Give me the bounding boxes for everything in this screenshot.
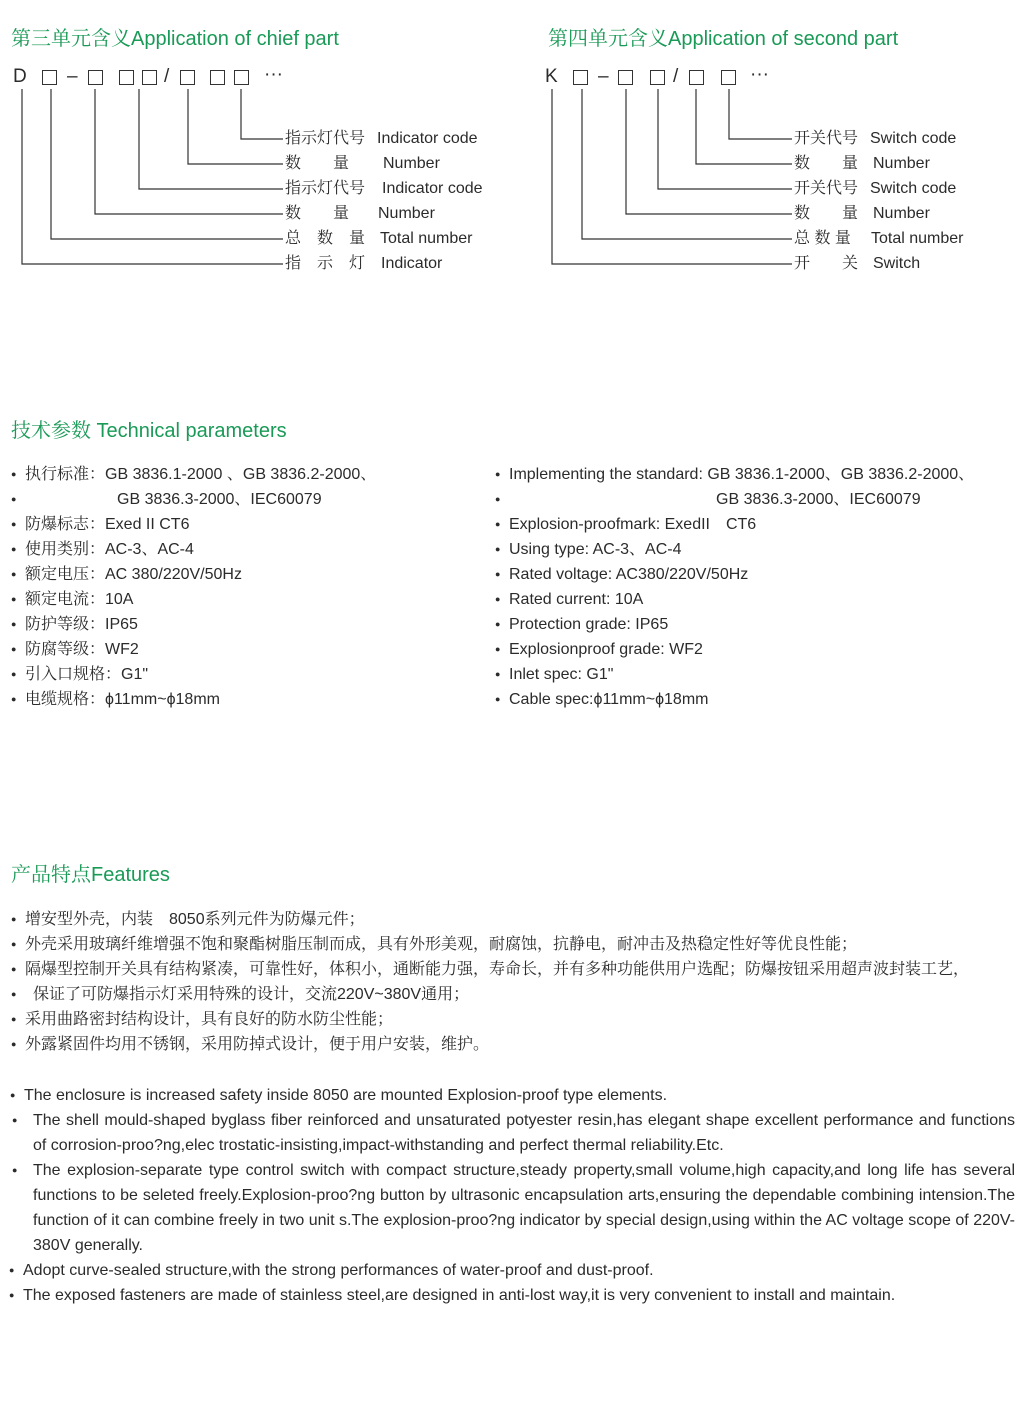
unit4-code-box [689, 70, 704, 85]
tech-en-list [509, 462, 974, 712]
unit3-code-prefix: D [13, 66, 27, 87]
tech-en-item: ● Explosion-proofmark: ExedII CT6 [509, 512, 974, 537]
features-en-item: ● The shell mould-shaped byglass fiber reinforced and unsaturated potyester resin,has elegant shape excellent performance and functions of corrosion-proo?ng,elec trostatic-insisting,impact-withstanding and perfect thermal reliability.Etc. [33, 1108, 1015, 1158]
tech-cn-item: ● 执行标准：GB 3836.1-2000 、GB 3836.2-2000、 [25, 462, 376, 487]
bullet-icon: ● [12, 1165, 18, 1175]
tech-cn-item: ● 防护等级：IP65 [25, 612, 376, 637]
tech-cn-item: ● 防腐等级：WF2 [25, 637, 376, 662]
tech-en-item: ● Rated current: 10A [509, 587, 974, 612]
features-cn-item-continuation: ● 保证了可防爆指示灯采用特殊的设计，交流220V~380V通用； [25, 982, 969, 1007]
features-cn-list [25, 907, 969, 1057]
tech-en-item: ● Cable spec:ϕ11mm~ϕ18mm [509, 687, 974, 712]
unit4-code-ellipsis: ··· [750, 64, 769, 85]
features-heading: 产品特点Features [11, 864, 170, 886]
features-en-item: ● The enclosure is increased safety inside 8050 are mounted Explosion-proof type elements. [24, 1083, 667, 1108]
tech-cn-item: ● 电缆规格：ϕ11mm~ϕ18mm [25, 687, 376, 712]
tech-en-item: ● Protection grade: IP65 [509, 612, 974, 637]
unit4-code-box [721, 70, 736, 85]
features-cn-item: ● 隔爆型控制开关具有结构紧凑，可靠性好，体积小，通断能力强，寿命长，并有多种功能供用户选配；防爆按钮采用超声波封装工艺， [25, 957, 969, 982]
tech-en-item: ● Rated voltage: AC380/220V/50Hz [509, 562, 974, 587]
tech-cn-list [25, 462, 376, 712]
features-en-list-b [23, 1258, 895, 1308]
unit4-code-dash: – [598, 66, 609, 87]
tech-en-item: ● Implementing the standard: GB 3836.1-2000、GB 3836.2-2000、 [509, 462, 974, 487]
unit3-heading: 第三单元含义Application of chief part [11, 28, 339, 50]
tech-cn-item: ● 引入口规格：G1" [25, 662, 376, 687]
unit3-code-ellipsis: ··· [264, 64, 283, 85]
tech-cn-item: ● 额定电流：10A [25, 587, 376, 612]
features-cn-item: ● 外壳采用玻璃纤维增强不饱和聚酯树脂压制而成，具有外形美观，耐腐蚀，抗静电，耐冲击及热稳定性好等优良性能； [25, 932, 969, 957]
tech-en-item: ● Explosionproof grade: WF2 [509, 637, 974, 662]
unit4-code-prefix: K [545, 66, 558, 87]
tech-en-item-continuation: ● GB 3836.3-2000、IEC60079 [509, 487, 974, 512]
unit4-heading: 第四单元含义Application of second part [548, 28, 899, 50]
features-en-list-a [24, 1083, 667, 1108]
tech-en-item: ● Inlet spec: G1" [509, 662, 974, 687]
features-cn-item: ● 采用曲路密封结构设计，具有良好的防水防尘性能； [25, 1007, 969, 1032]
features-cn-item: ● 外露紧固件均用不锈钢，采用防掉式设计，便于用户安装，维护。 [25, 1032, 969, 1057]
tech-cn-item: ● 使用类别：AC-3、AC-4 [25, 537, 376, 562]
bullet-icon: ● [12, 1115, 18, 1125]
features-en-item: ● Adopt curve-sealed structure,with the strong performances of water-proof and dust-proof. [23, 1258, 895, 1283]
features-en-item: ● The explosion-separate type control switch with compact structure,steady property,small volume,high capacity,and long life has several functions to be seleted freely.Explosion-proo?ng button by ultrasonic encapsulation arts,ensuring the dependable combining intension.The function of it can combine freely in two unit s.The explosion-proo?ng indicator by special design,using within the AC voltage scope of 220V-380V generally. [33, 1158, 1015, 1258]
unit4-code-box [650, 70, 665, 85]
unit3-code-slash: / [164, 66, 170, 87]
unit4-code-box [573, 70, 588, 85]
tech-cn-item: ● 额定电压：AC 380/220V/50Hz [25, 562, 376, 587]
tech-heading: 技术参数 Technical parameters [11, 420, 287, 442]
tech-cn-item-continuation: ● GB 3836.3-2000、IEC60079 [25, 487, 376, 512]
tech-en-item: ● Using type: AC-3、AC-4 [509, 537, 974, 562]
features-cn-item: ● 增安型外壳，内装 8050系列元件为防爆元件； [25, 907, 969, 932]
unit4-code-slash: / [673, 66, 679, 87]
unit3-code-dash: – [67, 66, 78, 87]
features-en-item: ● The exposed fasteners are made of stainless steel,are designed in anti-lost way,it is very convenient to install and maintain. [23, 1283, 895, 1308]
unit4-code-box [618, 70, 633, 85]
tech-cn-item: ● 防爆标志：Exed II CT6 [25, 512, 376, 537]
